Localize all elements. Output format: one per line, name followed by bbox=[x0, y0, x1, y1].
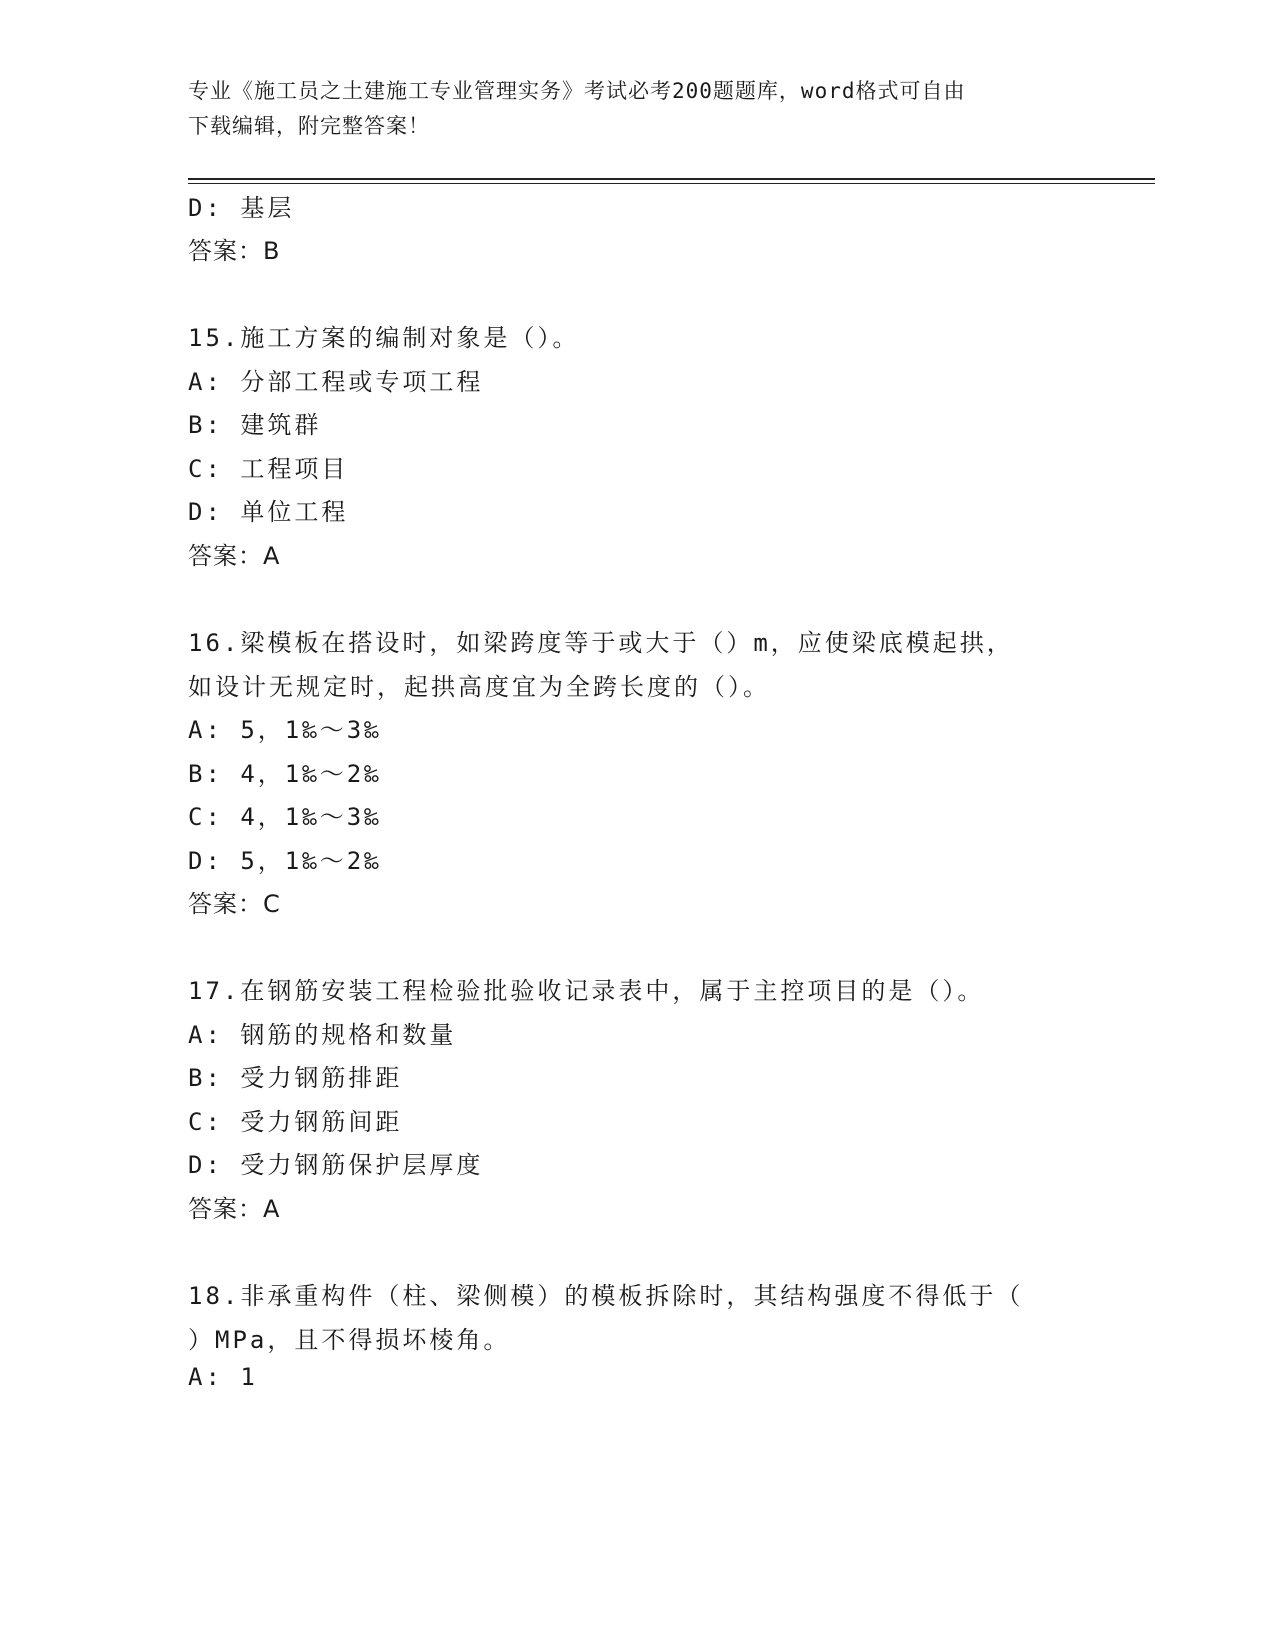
header-rule-thick bbox=[188, 178, 1155, 180]
q16-option-b: B: 4，1‰～2‰ bbox=[188, 760, 382, 788]
prev-option-d: D: 基层 bbox=[188, 194, 295, 222]
q17-option-a: A: 钢筋的规格和数量 bbox=[188, 1021, 457, 1049]
prev-answer: 答案：B bbox=[188, 237, 281, 265]
q16-option-d: D: 5，1‰～2‰ bbox=[188, 847, 382, 875]
q17-option-d: D: 受力钢筋保护层厚度 bbox=[188, 1151, 484, 1179]
q16-stem-line-2: 如设计无规定时，起拱高度宜为全跨长度的（）。 bbox=[188, 673, 770, 701]
q18-stem-line-2: ）MPa，且不得损坏棱角。 bbox=[188, 1326, 511, 1354]
document-header bbox=[188, 74, 1088, 144]
q16-answer: 答案：C bbox=[188, 890, 281, 918]
q16-option-c: C: 4，1‰～3‰ bbox=[188, 803, 382, 831]
q16-option-a: A: 5，1‰～3‰ bbox=[188, 716, 382, 744]
q15-answer: 答案：A bbox=[188, 542, 281, 570]
header-line-1: 专业《施工员之土建施工专业管理实务》考试必考200题题库，word格式可自由 bbox=[188, 79, 966, 103]
header-rule-thin bbox=[188, 183, 1155, 184]
q17-answer: 答案：A bbox=[188, 1195, 281, 1223]
q18-stem-line-1: 18.非承重构件（柱、梁侧模）的模板拆除时，其结构强度不得低于（ bbox=[188, 1282, 1024, 1310]
q15-option-d: D: 单位工程 bbox=[188, 498, 349, 526]
header-line-2: 下载编辑，附完整答案！ bbox=[188, 114, 430, 138]
q18-option-a: A: 1 bbox=[188, 1363, 258, 1391]
q15-option-b: B: 建筑群 bbox=[188, 411, 322, 439]
q17-option-c: C: 受力钢筋间距 bbox=[188, 1108, 403, 1136]
q16-stem-line-1: 16.梁模板在搭设时，如梁跨度等于或大于（）m，应使梁底模起拱， bbox=[188, 629, 1014, 657]
q15-option-a: A: 分部工程或专项工程 bbox=[188, 368, 484, 396]
q17-stem: 17.在钢筋安装工程检验批验收记录表中，属于主控项目的是（）。 bbox=[188, 977, 985, 1005]
q15-option-c: C: 工程项目 bbox=[188, 455, 349, 483]
q17-option-b: B: 受力钢筋排距 bbox=[188, 1064, 403, 1092]
q15-stem: 15.施工方案的编制对象是（）。 bbox=[188, 324, 580, 352]
